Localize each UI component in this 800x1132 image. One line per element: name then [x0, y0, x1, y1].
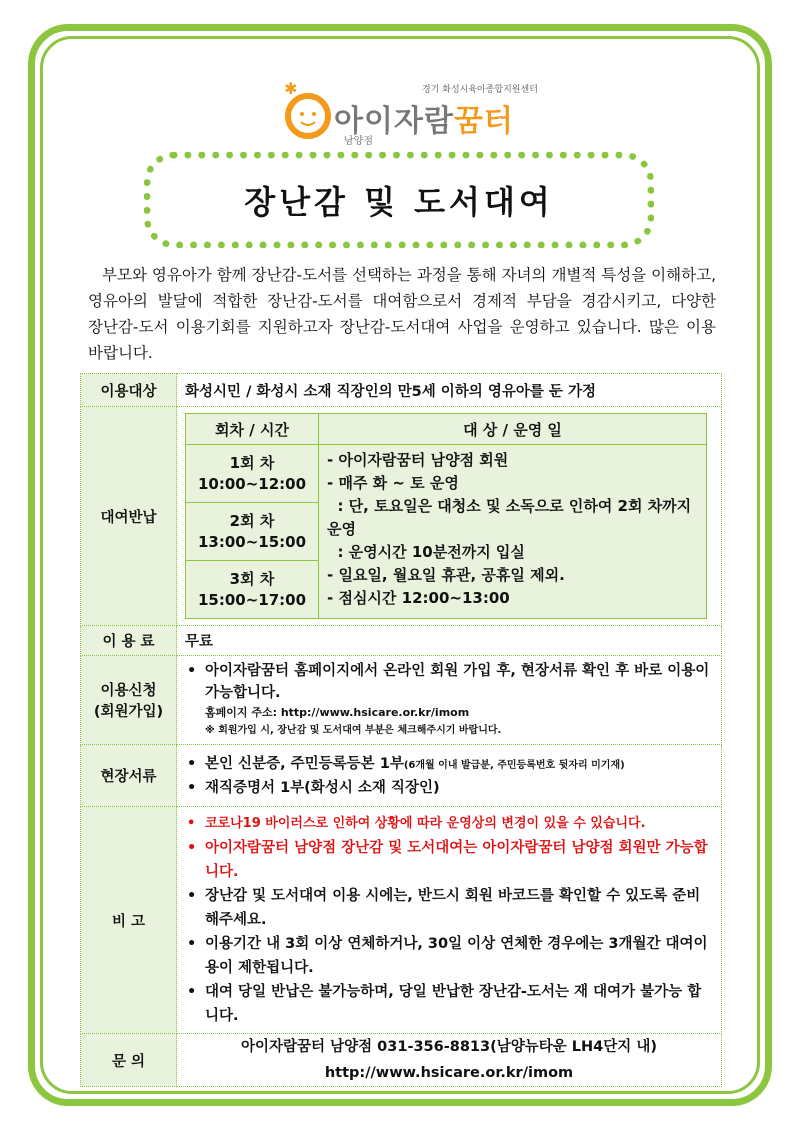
logo-organization: 경기 화성시육아종합지원센터 — [422, 85, 538, 95]
row-apply — [81, 656, 722, 745]
detail-line: : 운영시간 10분전까지 입실 — [327, 543, 525, 561]
row-fee — [81, 626, 722, 656]
detail-line: - 점심시간 12:00~13:00 — [327, 589, 510, 607]
detail-line: - 아이자람꿈터 남양점 회원 — [327, 451, 509, 469]
detail-line: - 매주 화 ~ 토 운영 — [327, 474, 459, 492]
contact-url: http://www.hsicare.or.kr/imom — [324, 1065, 574, 1081]
session-3: 3회 차 15:00~17:00 — [186, 561, 319, 619]
label-apply: 이용신청 (회원가입) — [81, 656, 177, 745]
child-face-icon — [282, 80, 334, 142]
session-1: 1회 차 10:00~12:00 — [186, 445, 319, 503]
detail-line: - 일요일, 월요일 휴관, 공휴일 제외. — [327, 566, 565, 584]
detail-line: : 단, 토요일은 대청소 및 소독으로 인하여 2회 차까지 운영 — [327, 497, 697, 538]
value-fee: 무료 — [177, 626, 722, 656]
label-contact: 문 의 — [81, 1034, 177, 1087]
list-item: • 아이자람꿈터 홈페이지에서 온라인 회원 가입 후, 현장서류 확인 후 바로 이용이 가능합니다. — [187, 663, 710, 701]
remark-item: • 코로나19 바이러스로 인하여 상황에 따라 운영상의 변경이 있을 수 있습니다. — [187, 816, 646, 831]
logo — [282, 78, 538, 148]
remark-item: • 대여 당일 반납은 불가능하며, 당일 반납한 장난감-도서는 재 대여가 불가능 합니다. — [187, 984, 702, 1024]
header-session-time: 회차 / 시간 — [186, 414, 319, 445]
label-remarks: 비 고 — [81, 807, 177, 1034]
remarks-list — [185, 812, 711, 1028]
row-contact — [81, 1034, 722, 1087]
row-rental — [81, 407, 722, 626]
label-target: 이용대상 — [81, 374, 177, 407]
row-target — [81, 374, 722, 407]
label-docs: 현장서류 — [81, 745, 177, 807]
intro-paragraph: 부모와 영유아가 함께 장난감-도서를 선택하는 과정을 통해 자녀의 개별적 특성을 이해하고, 영유아의 발달에 적합한 장난감-도서를 대여함으로서 경제적 부담을 경감시키고, 다양한 장난감-도서 이용기회를 지원하고자 장난감-도서대여 사업을 운영하고 있습니다. 많은 이용 바랍니다. — [88, 266, 716, 362]
docs-list — [185, 753, 721, 799]
remark-item: • 아이자람꿈터 남양점 장난감 및 도서대여는 아이자람꿈터 남양점 회원만 가능합니다. — [187, 840, 708, 880]
homepage-address: 홈페이지 주소: http://www.hsicare.or.kr/imom — [205, 706, 470, 719]
remark-item: • 이용기간 내 3회 이상 연체하거나, 30일 이상 연체한 경우에는 3개월간 대여이용이 제한됩니다. — [187, 936, 708, 976]
page-title: 장난감 및 도서대여 — [244, 183, 554, 221]
label-rental: 대여반납 — [81, 407, 177, 626]
header-target-days: 대 상 / 운영 일 — [319, 414, 707, 445]
logo-branch: 남양점 — [344, 136, 373, 147]
intro-text-block — [88, 262, 716, 366]
session-2: 2회 차 13:00~15:00 — [186, 503, 319, 561]
info-table — [80, 373, 722, 1087]
signup-note: ※ 회원가입 시, 장난감 및 도서대여 부분은 체크해주시기 바랍니다. — [205, 725, 502, 736]
list-item: • 본인 신분증, 주민등록등본 1부(6개월 이내 발급분, 주민등록번호 뒷자리 미기재) — [187, 755, 625, 772]
svg-text:✱: ✱ — [284, 80, 298, 98]
rental-details — [319, 445, 707, 619]
row-docs — [81, 745, 722, 807]
logo-wordmark: 아이자람꿈터 — [334, 104, 514, 139]
contact-phone: 아이자람꿈터 남양점 031-356-8813(남양뉴타운 LH4단지 내) — [241, 1039, 657, 1055]
value-target: 화성시민 / 화성시 소재 직장인의 만5세 이하의 영유아를 둔 가정 — [177, 374, 722, 407]
apply-list — [185, 660, 721, 704]
label-fee: 이 용 료 — [81, 626, 177, 656]
remark-item: • 장난감 및 도서대여 이용 시에는, 반드시 회원 바코드를 확인할 수 있도록 준비해주세요. — [187, 888, 701, 928]
row-remarks — [81, 807, 722, 1034]
list-item: • 재직증명서 1부(화성시 소재 직장인) — [187, 779, 440, 796]
title-box — [144, 152, 654, 248]
rental-schedule-table — [185, 413, 707, 619]
